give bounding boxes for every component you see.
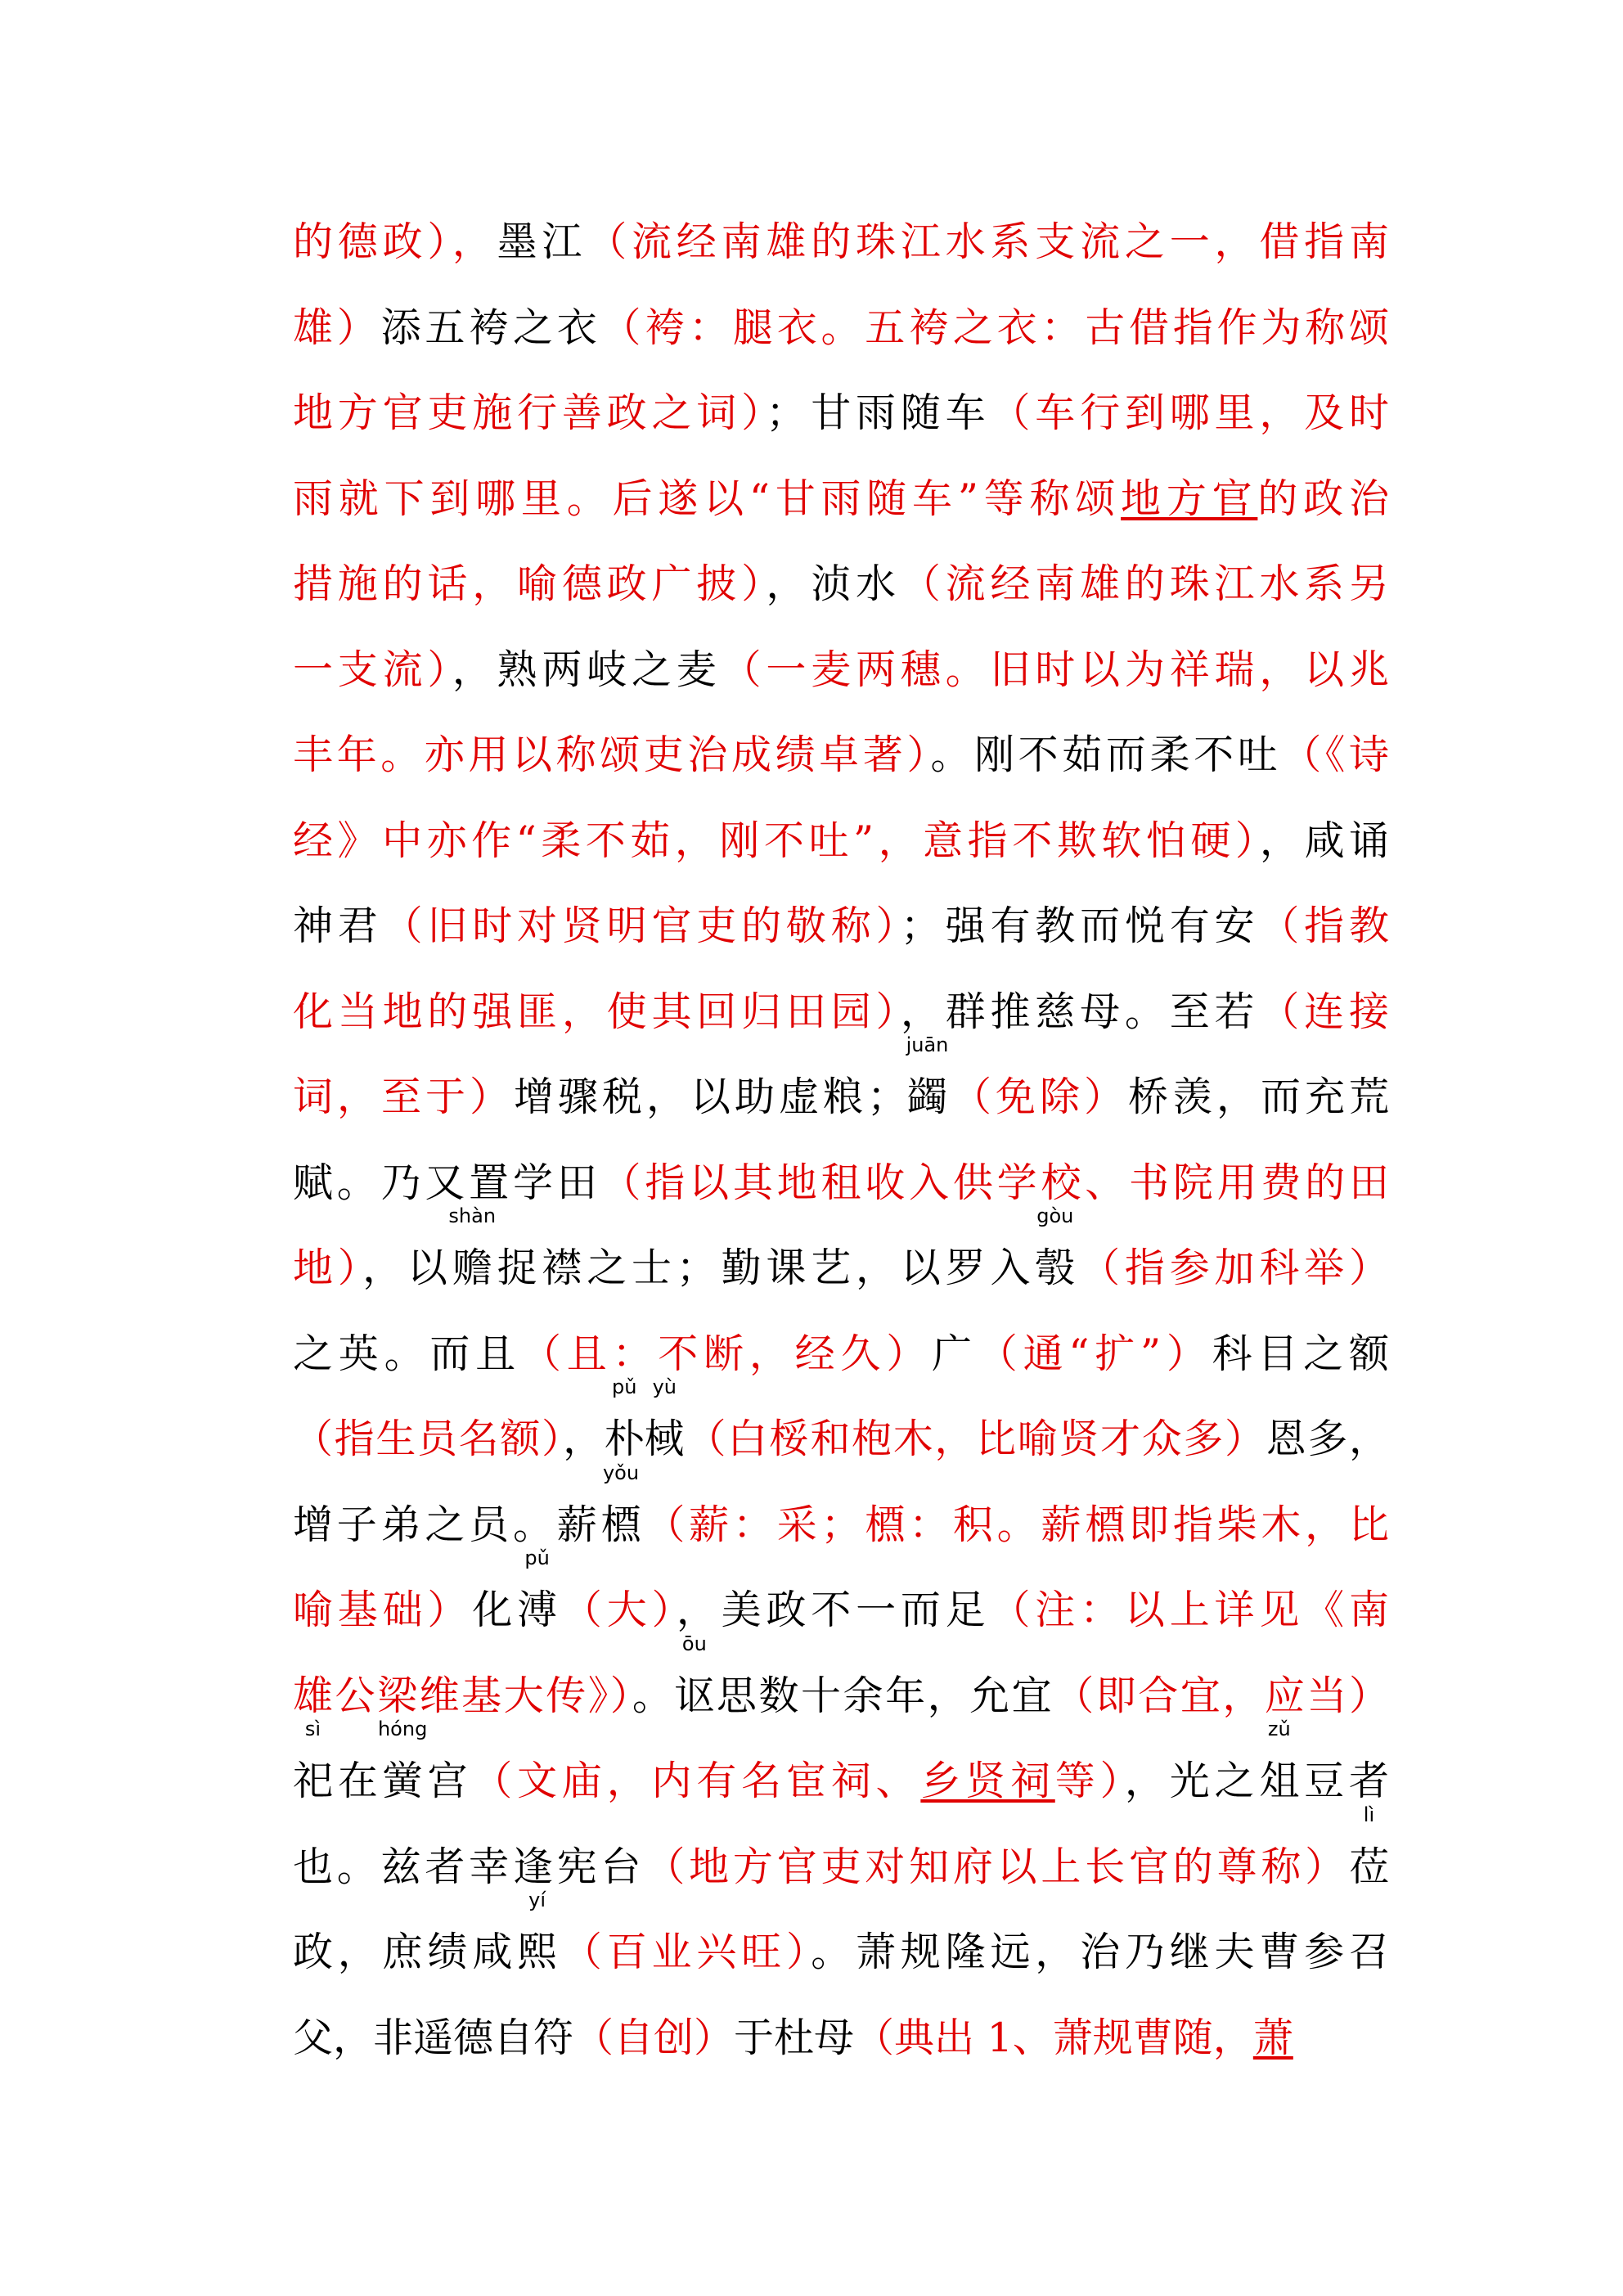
body-text: 科目之额 [1212,1330,1389,1377]
body-text: 政，庶绩咸 [293,1929,518,1975]
text-line [293,1803,1389,1900]
text-line [293,209,1389,275]
character-text: 莅 [1348,1844,1389,1890]
annotation-text: （指以其地租收入供学校、书院用费的田 [600,1159,1389,1206]
text-line [293,1204,1389,1301]
annotation-text: 地） [293,1245,363,1291]
pinyin-annotation: hóng [377,1717,428,1740]
annotation-text: 雄） [293,304,381,351]
annotated-character [448,1204,497,1301]
text-line [293,1889,1389,1985]
text-line [293,1717,1389,1814]
text-line [293,979,1389,1045]
body-text: 思数十余年，允宜 [714,1672,1054,1719]
character-text: 彀 [1035,1245,1076,1291]
body-text: 神君 [293,903,383,949]
body-text: 之英。而且 [293,1330,521,1377]
body-text: 添五袴之衣 [380,304,601,351]
annotated-character [517,1546,558,1643]
body-text: ，群推慈母。至若 [900,988,1260,1035]
body-text: 。 [632,1672,675,1719]
text-line [293,2006,1389,2071]
annotation-text: （自创） [573,2015,735,2061]
annotation-text: 等） [1054,1758,1125,1804]
body-text: ；甘雨随车 [766,389,991,436]
body-text: 也。兹者幸逢宪台 [293,1844,645,1890]
body-text: 在 [333,1758,383,1804]
text-line [293,295,1389,361]
body-text: ，美政不一而足 [676,1587,991,1633]
pinyin-annotation: pǔ [612,1375,637,1398]
body-text: ，熟两岐之麦 [452,646,722,693]
pinyin-annotation: gòu [1036,1204,1074,1227]
body-text: 增骤税，以助虚粮； [513,1074,907,1120]
annotation-text: （地方官吏对知府以上长官的尊称） [645,1844,1349,1890]
body-text: 。刚不茹而柔不吐 [930,732,1282,778]
annotation-text: （指参加科举） [1075,1245,1389,1291]
annotated-character [293,1717,334,1814]
character-text: 俎 [1259,1758,1300,1804]
annotated-character [674,1632,715,1729]
pinyin-annotation: yǒu [602,1461,640,1484]
text-line [293,1375,1389,1472]
pinyin-annotation: lì [1363,1803,1375,1826]
annotated-character [377,1717,428,1814]
text-line [293,894,1389,959]
annotation-text: （旧时对贤明官吏的敬称） [382,903,901,949]
text-line [293,466,1389,532]
annotated-character [600,1461,641,1558]
text-line [293,637,1389,703]
annotation-text: （指教 [1259,903,1389,949]
annotation-text: 雄公梁维基大传》） [293,1672,632,1719]
annotation-text: 词，至于） [293,1074,514,1120]
annotation-text: （大） [557,1587,677,1633]
pinyin-annotation: pǔ [524,1546,550,1569]
annotation-text: 丰年。亦用以称颂吏治成绩卓著） [293,732,931,778]
annotation-text: （车行到哪里，及时 [990,389,1389,436]
body-text: ，咸诵 [1259,817,1389,864]
annotation-text: （袴：腿衣。五袴之衣：古借指作为称颂 [600,304,1389,351]
text-line [293,380,1389,446]
annotation-text: 乡贤祠 [920,1758,1055,1804]
annotation-text: （文庙，内有名宦祠、 [472,1758,921,1804]
annotated-character [1259,1717,1300,1814]
annotation-text: 一支流） [293,646,452,693]
annotation-text: （且：不断，经久） [520,1330,932,1377]
text-line [293,1321,1389,1387]
body-text: 于杜母 [734,2015,855,2061]
character-text: 朴 [604,1416,645,1462]
body-text: ；强有教而悦有安 [900,903,1260,949]
character-text: 祀 [293,1758,334,1804]
annotation-text: 的政治 [1257,475,1389,522]
pinyin-annotation: shàn [448,1204,497,1227]
annotation-text: （免除） [946,1074,1128,1120]
annotation-text: 措施的话，喻德政广披） [293,560,767,607]
body-text: 父，非遥德自符 [293,2015,574,2061]
body-text: ， [563,1416,605,1462]
text-line [293,1461,1389,1558]
annotated-character [906,1033,949,1130]
character-text: 蠲 [906,1074,947,1120]
character-text: 赡 [452,1245,492,1291]
annotated-character [644,1375,685,1472]
annotation-text: 地方官吏施行善政之词） [293,389,767,436]
annotation-text: （连接 [1259,988,1389,1035]
annotation-text: （一麦两穗。旧时以为祥瑞，以兆 [721,646,1389,693]
text-line [293,551,1389,617]
character-text: 槱 [600,1501,641,1548]
annotated-character [517,1889,558,1985]
annotation-text: 萧 [1252,2015,1293,2061]
body-text: 豆者 [1299,1758,1389,1804]
body-text: 。萧规隆远，治乃继夫曹参召 [811,1929,1389,1975]
annotation-text: （白桵和枹木，比喻贤才众多） [684,1416,1266,1462]
annotation-text: 喻基础） [293,1587,473,1633]
body-text: 墨江 [497,218,587,265]
text-line [293,808,1389,874]
annotation-text: （薪：采；槱：积。薪槱即指柴木，比 [641,1501,1389,1548]
body-text: ，光之 [1124,1758,1260,1804]
annotation-text: （注：以上详见《南 [990,1587,1389,1633]
annotation-text: （即合宜，应当） [1054,1672,1389,1719]
pinyin-annotation: yí [528,1889,546,1911]
annotation-text: （典出 1、萧规曹随， [854,2015,1253,2061]
annotation-text: 地方官 [1121,475,1258,522]
body-text: ，浈水 [766,560,901,607]
annotation-text: 雨就下到哪里。后遂以“甘雨随车”等称颂 [293,475,1122,522]
annotation-text: 化当地的强匪，使其回归田园） [293,988,901,1035]
body-text: 化 [472,1587,518,1633]
body-text: 恩多， [1266,1416,1389,1462]
character-text: 溥 [517,1587,558,1633]
annotated-character [1348,1803,1389,1900]
body-text: 捉襟之士；勤课艺，以罗入 [492,1245,1036,1291]
pinyin-annotation: ōu [681,1632,707,1655]
character-text: 棫 [644,1416,685,1462]
annotation-text: （流经南雄的珠江水系支流之一，借指南 [587,218,1389,265]
character-text: 熙 [517,1929,558,1975]
text-line [293,1033,1389,1130]
text-line [293,723,1389,788]
body-text: 宫 [422,1758,473,1804]
body-text: 桥羡，而充荒 [1127,1074,1389,1120]
annotation-text: 的德政）， [293,218,497,265]
annotated-character [1035,1204,1076,1301]
pinyin-annotation: yù [652,1375,677,1398]
annotation-text: 经》中亦作“柔不茹，刚不吐”，意指不欺软怕硬） [293,817,1260,864]
text-line [293,1632,1389,1729]
annotation-text: （通“扩”） [977,1330,1212,1377]
character-text: 讴 [674,1672,715,1719]
annotation-text: （流经南雄的珠江水系另 [900,560,1389,607]
character-text: 黉 [382,1758,423,1804]
body-text: ，以 [362,1245,452,1291]
text-line [293,1546,1389,1643]
pinyin-annotation: sì [304,1717,321,1740]
annotation-text: （《诗 [1281,732,1389,778]
body-text: 赋。乃又置学田 [293,1159,601,1206]
body-text: 增子弟之员。薪 [293,1501,601,1548]
pinyin-annotation: zǔ [1267,1717,1291,1740]
pinyin-annotation: juān [906,1033,949,1056]
annotation-text: （指生员名额） [293,1416,564,1462]
body-text: 广 [932,1330,978,1377]
annotation-text: （百业兴旺） [557,1929,812,1975]
